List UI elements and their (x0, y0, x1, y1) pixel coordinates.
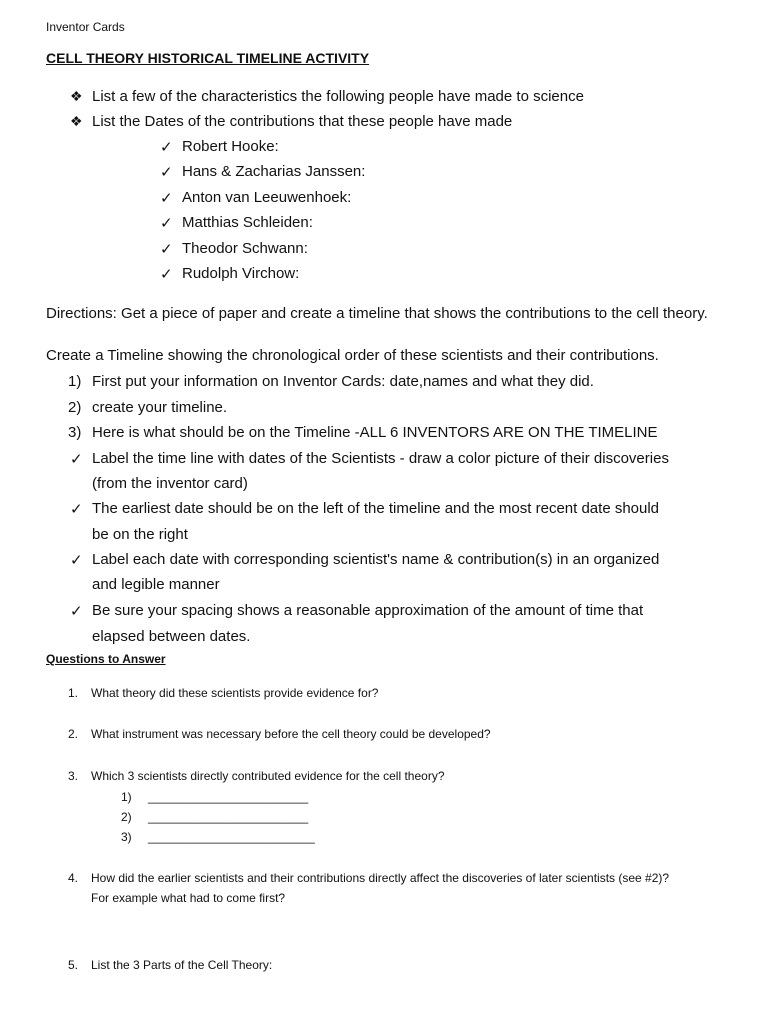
instruction-item: List the Dates of the contributions that these people have made (92, 113, 513, 130)
checkmark-icon: ✓ (160, 164, 173, 181)
question-text: What theory did these scientists provide evidence for? (91, 686, 379, 700)
checkmark-icon: ✓ (70, 552, 83, 569)
checkmark-icon: ✓ (70, 603, 83, 620)
answer-blank-line: _________________________ (148, 830, 315, 844)
answer-blank-number: 1) (121, 790, 132, 804)
question-number: 2. (68, 727, 79, 741)
step-text: First put your information on Inventor Cards: date,names and what they did. (92, 373, 594, 390)
scientist-item: Matthias Schleiden: (182, 214, 313, 231)
question-text-cont: For example what had to come first? (91, 891, 286, 905)
checkmark-icon: ✓ (160, 190, 173, 207)
timeline-requirement: The earliest date should be on the left of the timeline and the most recent date should (92, 500, 660, 517)
question-text: Which 3 scientists directly contributed evidence for the cell theory? (91, 769, 445, 783)
checkmark-icon: ✓ (160, 266, 173, 283)
timeline-requirement: Label each date with corresponding scientist's name & contribution(s) in an organized (92, 551, 660, 568)
checkmark-icon: ✓ (70, 451, 83, 468)
timeline-requirement-cont: be on the right (92, 526, 188, 543)
question-text: How did the earlier scientists and their contributions directly affect the discoveries of later scientists (see #2)? (91, 871, 670, 885)
checkmark-icon: ✓ (160, 241, 173, 258)
question-number: 1. (68, 686, 79, 700)
timeline-requirement-cont: (from the inventor card) (92, 475, 248, 492)
answer-blank-number: 3) (121, 830, 132, 844)
directions-text: Directions: Get a piece of paper and create a timeline that shows the contributions to the cell theory. (46, 305, 708, 322)
step-number: 3) (68, 424, 82, 441)
document-title: CELL THEORY HISTORICAL TIMELINE ACTIVITY (46, 50, 370, 66)
scientist-item: Theodor Schwann: (182, 240, 308, 257)
answer-blank-line: ________________________ (148, 810, 309, 824)
scientist-item: Robert Hooke: (182, 138, 279, 155)
questions-heading: Questions to Answer (46, 652, 166, 666)
checkmark-icon: ✓ (160, 215, 173, 232)
step-number: 2) (68, 399, 82, 416)
answer-blank-line: ________________________ (148, 790, 309, 804)
question-text: List the 3 Parts of the Cell Theory: (91, 958, 273, 972)
question-number: 5. (68, 958, 79, 972)
diamond-bullet-icon: ❖ (70, 88, 83, 104)
step-text: Here is what should be on the Timeline -ALL 6 INVENTORS ARE ON THE TIMELINE (92, 424, 658, 441)
timeline-requirement-cont: elapsed between dates. (92, 628, 251, 645)
checkmark-icon: ✓ (160, 139, 173, 156)
timeline-requirement-cont: and legible manner (92, 576, 220, 593)
question-number: 3. (68, 769, 79, 783)
scientist-item: Rudolph Virchow: (182, 265, 300, 282)
timeline-requirement: Be sure your spacing shows a reasonable approximation of the amount of time that (92, 602, 644, 619)
scientist-item: Anton van Leeuwenhoek: (182, 189, 352, 206)
step-text: create your timeline. (92, 399, 228, 416)
timeline-requirement: Label the time line with dates of the Scientists - draw a color picture of their discoveries (92, 450, 669, 467)
diamond-bullet-icon: ❖ (70, 113, 83, 129)
step-number: 1) (68, 373, 82, 390)
question-number: 4. (68, 871, 79, 885)
question-text: What instrument was necessary before the cell theory could be developed? (91, 727, 491, 741)
instruction-item: List a few of the characteristics the following people have made to science (92, 88, 584, 105)
create-timeline-text: Create a Timeline showing the chronological order of these scientists and their contributions. (46, 347, 659, 364)
scientist-item: Hans & Zacharias Janssen: (182, 163, 366, 180)
document-header: Inventor Cards (46, 20, 125, 34)
checkmark-icon: ✓ (70, 501, 83, 518)
answer-blank-number: 2) (121, 810, 132, 824)
